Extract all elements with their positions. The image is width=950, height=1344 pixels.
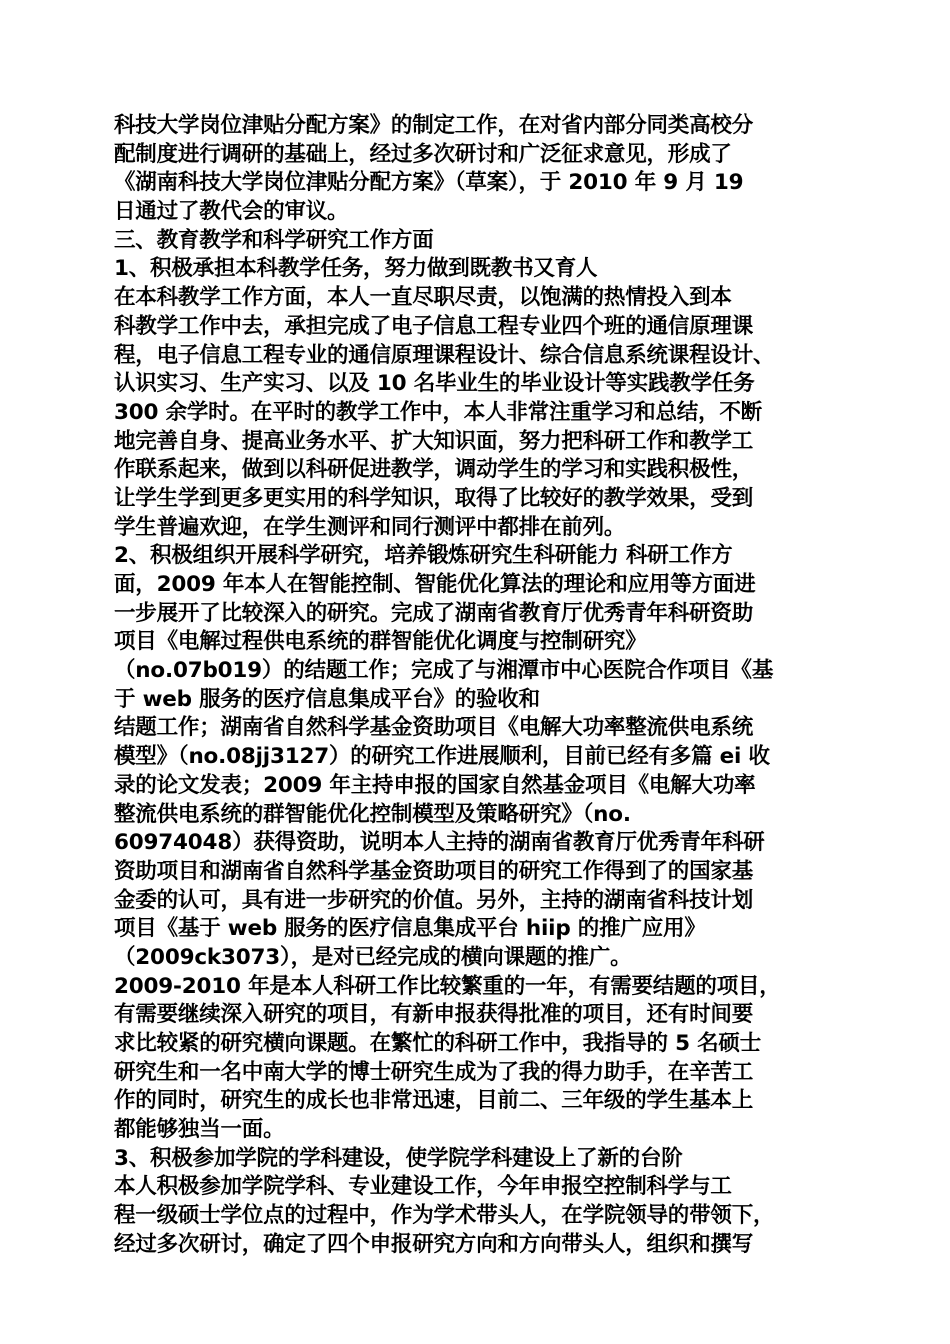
subsection-heading: 2、积极组织开展科学研究，培养锻炼研究生科研能力 科研工作方	[114, 543, 733, 569]
text-line: 面，2009 年本人在智能控制、智能优化算法的理论和应用等方面进	[114, 572, 756, 597]
text-line: 项目《电解过程供电系统的群智能优化调度与控制研究》	[114, 629, 647, 655]
subsection-heading: 3、积极参加学院的学科建设，使学院学科建设上了新的台阶	[114, 1145, 683, 1171]
text-line: 300 余学时。在平时的教学工作中，本人非常注重学习和总结，不断	[114, 399, 762, 425]
text-line: （no.07b019）的结题工作；完成了与湘潭市中心医院合作项目《基	[114, 658, 774, 684]
text-line: 整流供电系统的群智能优化控制模型及策略研究》（no.	[114, 801, 631, 827]
text-line: 让学生学到更多更实用的科学知识，取得了比较好的教学效果，受到	[114, 485, 754, 511]
text-line: 本人积极参加学院学科、专业建设工作，今年申报空控制科学与工	[114, 1174, 732, 1200]
document-body	[114, 112, 854, 1260]
text-line: 日通过了教代会的审议。	[114, 199, 349, 225]
text-line: 金委的认可，具有进一步研究的价值。另外，主持的湖南省科技计划	[114, 887, 754, 913]
text-line: 地完善自身、提高业务水平、扩大知识面，努力把科研工作和教学工	[114, 428, 754, 454]
section-heading: 三、教育教学和科学研究工作方面	[114, 227, 434, 253]
text-line: 模型》（no.08jj3127）的研究工作进展顺利，目前已经有多篇 ei 收	[114, 744, 770, 770]
text-line: 于 web 服务的医疗信息集成平台》的验收和	[114, 686, 540, 712]
text-line: 作的同时，研究生的成长也非常迅速，目前二、三年级的学生基本上	[114, 1088, 754, 1114]
text-line: 研究生和一名中南大学的博士研究生成为了我的得力助手，在辛苦工	[114, 1059, 754, 1085]
text-line: 在本科教学工作方面，本人一直尽职尽责，以饱满的热情投入到本	[114, 285, 732, 311]
text-line: 程一级硕士学位点的过程中，作为学术带头人，在学院领导的带领下，	[114, 1203, 775, 1229]
text-line: 程，电子信息工程专业的通信原理课程设计、综合信息系统课程设计、	[114, 342, 775, 368]
text-line: 科教学工作中去，承担完成了电子信息工程专业四个班的通信原理课	[114, 313, 754, 339]
text-line: 60974048）获得资助，说明本人主持的湖南省教育厅优秀青年科研	[114, 830, 765, 856]
text-line: 项目《基于 web 服务的医疗信息集成平台 hiip 的推广应用》	[114, 916, 706, 942]
text-line: 配制度进行调研的基础上，经过多次研讨和广泛征求意见，形成了	[114, 141, 732, 167]
subsection-heading: 1、积极承担本科教学任务，努力做到既教书又育人	[114, 256, 598, 282]
text-line: 科技大学岗位津贴分配方案》的制定工作，在对省内部分同类高校分	[114, 113, 754, 138]
text-line: （2009ck3073），是对已经完成的横向课题的推广。	[114, 944, 632, 970]
text-line: 有需要继续深入研究的项目，有新申报获得批准的项目，还有时间要	[114, 1002, 754, 1028]
text-line: 认识实习、生产实习、以及 10 名毕业生的毕业设计等实践教学任务	[114, 371, 755, 397]
text-line: 经过多次研讨，确定了四个申报研究方向和方向带头人，组织和撰写	[114, 1231, 754, 1257]
text-line: 资助项目和湖南省自然科学基金资助项目的研究工作得到了的国家基	[114, 858, 754, 884]
text-line: 《湖南科技大学岗位津贴分配方案》（草案），于 2010 年 9 月 19	[114, 170, 744, 196]
text-line: 结题工作；湖南省自然科学基金资助项目《电解大功率整流供电系统	[114, 715, 754, 741]
text-line: 都能够独当一面。	[114, 1117, 285, 1143]
text-line: 录的论文发表；2009 年主持申报的国家自然基金项目《电解大功率	[114, 772, 756, 798]
text-line: 作联系起来，做到以科研促进教学，调动学生的学习和实践积极性，	[114, 457, 754, 483]
text-line: 2009-2010 年是本人科研工作比较繁重的一年，有需要结题的项目，	[114, 973, 781, 999]
text-line: 求比较紧的研究横向课题。在繁忙的科研工作中，我指导的 5 名硕士	[114, 1031, 762, 1056]
text-line: 学生普遍欢迎，在学生测评和同行测评中都排在前列。	[114, 514, 626, 540]
text-line: 一步展开了比较深入的研究。完成了湖南省教育厅优秀青年科研资助	[114, 600, 754, 626]
